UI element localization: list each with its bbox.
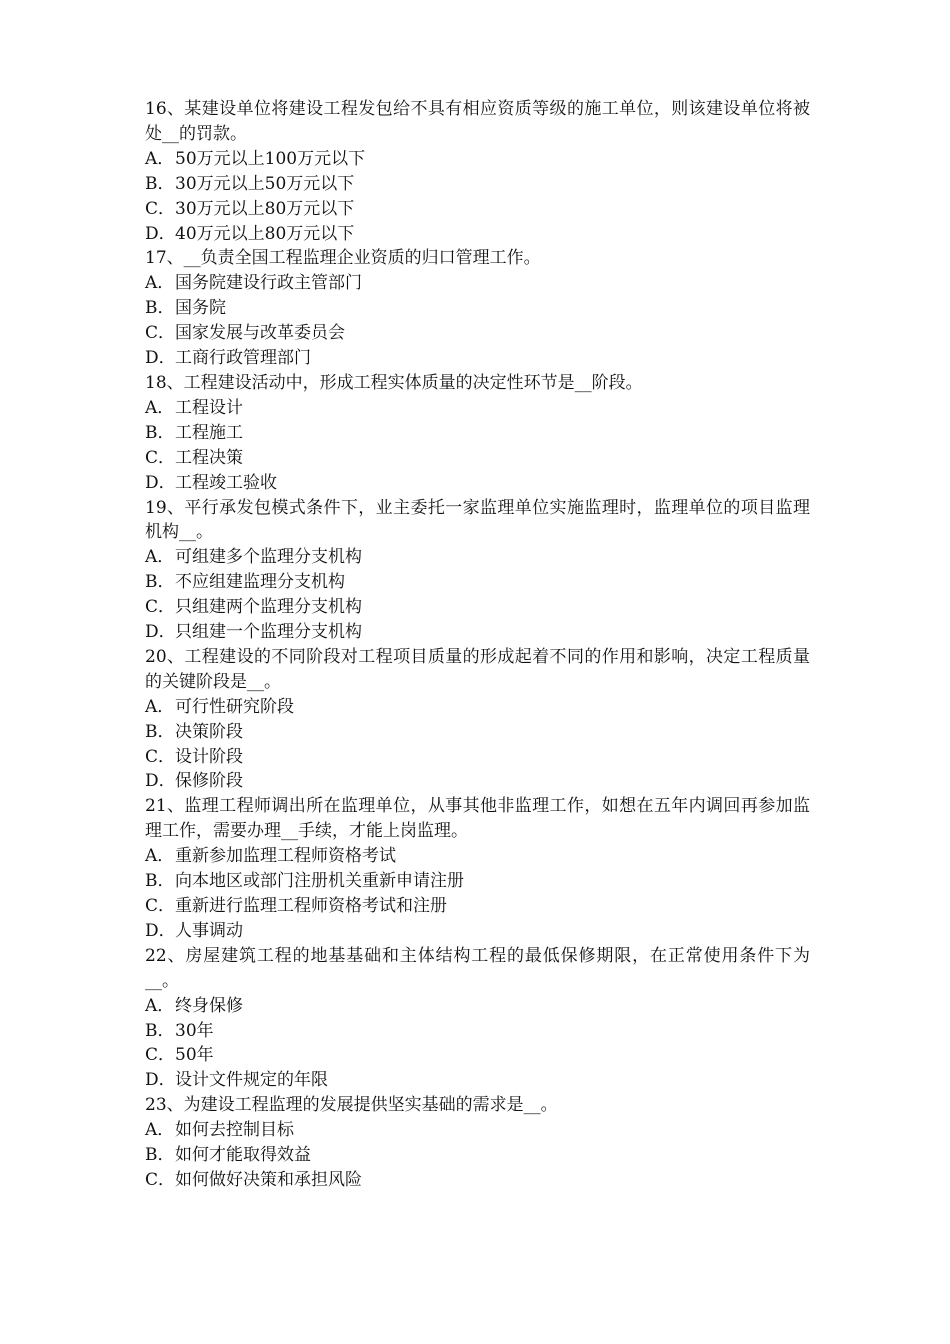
option-text: 重新进行监理工程师资格考试和注册 [175, 896, 447, 916]
option-text: 设计文件规定的年限 [175, 1070, 328, 1091]
answer-option [145, 197, 810, 222]
question-block [145, 794, 810, 943]
answer-option [145, 570, 810, 595]
question-block [145, 944, 810, 1093]
option-text: 决策阶段 [175, 721, 243, 742]
option-text: 工程施工 [175, 422, 243, 443]
answer-option [145, 1168, 810, 1193]
answer-option [145, 745, 810, 770]
option-letter: D． [145, 223, 176, 244]
option-text: 40万元以上80万元以下 [175, 223, 355, 244]
option-letter: B． [145, 721, 175, 742]
option-text: 只组建两个监理分支机构 [175, 597, 362, 618]
option-text: 国务院 [175, 298, 226, 319]
option-text: 30万元以上50万元以下 [175, 173, 355, 194]
answer-option [145, 346, 810, 371]
option-letter: C． [145, 1169, 176, 1190]
option-letter: B． [145, 871, 175, 892]
option-text: 可行性研究阶段 [175, 696, 294, 717]
question-stem: 16、某建设单位将建设工程发包给不具有相应资质等级的施工单位，则该建设单位将被处__的罚款。 [145, 99, 810, 144]
option-letter: D． [145, 348, 176, 369]
answer-option [145, 1143, 810, 1168]
answer-option [145, 620, 810, 645]
option-text: 国家发展与改革委员会 [175, 323, 345, 344]
option-letter: D． [145, 622, 176, 643]
question-block [145, 1093, 810, 1193]
document-body [145, 97, 810, 1193]
question-stem: 21、监理工程师调出所在监理单位，从事其他非监理工作，如想在五年内调回再参加监理工作，需要办理__手续，才能上岗监理。 [145, 796, 810, 842]
option-text: 不应组建监理分支机构 [175, 572, 345, 593]
option-text: 保修阶段 [175, 771, 243, 792]
option-letter: A． [145, 995, 175, 1016]
option-letter: C． [145, 1045, 176, 1066]
option-letter: A． [145, 397, 175, 418]
option-text: 向本地区或部门注册机关重新申请注册 [175, 871, 464, 892]
answer-option [145, 994, 810, 1019]
option-text: 50年 [175, 1045, 214, 1066]
option-letter: B． [145, 173, 175, 194]
option-letter: C． [145, 746, 176, 767]
answer-option [145, 446, 810, 471]
option-letter: D． [145, 1070, 176, 1091]
question-stem: 23、为建设工程监理的发展提供坚实基础的需求是__。 [145, 1095, 558, 1116]
answer-option [145, 769, 810, 794]
answer-option [145, 1043, 810, 1068]
question-stem: 17、__负责全国工程监理企业资质的归口管理工作。 [145, 248, 541, 269]
answer-option [145, 471, 810, 496]
question-stem: 20、工程建设的不同阶段对工程项目质量的形成起着不同的作用和影响，决定工程质量的关键阶段是__。 [145, 646, 810, 692]
answer-option [145, 1019, 810, 1044]
question-block [145, 97, 810, 246]
option-letter: A． [145, 148, 175, 169]
option-letter: C． [145, 597, 176, 618]
option-text: 30万元以上80万元以下 [175, 198, 355, 219]
option-text: 可组建多个监理分支机构 [175, 547, 362, 568]
option-text: 30年 [175, 1020, 214, 1041]
question-block [145, 645, 810, 794]
option-text: 工商行政管理部门 [175, 348, 311, 369]
question-stem: 19、平行承发包模式条件下，业主委托一家监理单位实施监理时，监理单位的项目监理机构__。 [145, 497, 810, 543]
option-letter: D． [145, 771, 176, 792]
answer-option [145, 271, 810, 296]
option-letter: A． [145, 547, 175, 568]
answer-option [145, 894, 810, 919]
option-letter: A． [145, 273, 175, 294]
answer-option [145, 222, 810, 247]
option-text: 50万元以上100万元以下 [175, 148, 366, 169]
option-text: 人事调动 [175, 920, 243, 941]
answer-option [145, 147, 810, 172]
option-letter: B． [145, 1020, 175, 1041]
option-text: 设计阶段 [175, 746, 243, 767]
option-letter: D． [145, 920, 176, 941]
answer-option [145, 545, 810, 570]
option-letter: B． [145, 422, 175, 443]
option-letter: B． [145, 1145, 175, 1166]
question-stem: 22、房屋建筑工程的地基基础和主体结构工程的最低保修期限，在正常使用条件下为__。 [145, 945, 810, 991]
option-letter: C． [145, 323, 176, 344]
option-letter: B． [145, 572, 175, 593]
answer-option [145, 919, 810, 944]
answer-option [145, 396, 810, 421]
option-text: 只组建一个监理分支机构 [175, 622, 362, 643]
answer-option [145, 1118, 810, 1143]
option-text: 如何才能取得效益 [175, 1145, 311, 1166]
option-letter: A． [145, 1120, 175, 1141]
option-text: 工程决策 [175, 447, 243, 468]
option-letter: A． [145, 846, 175, 867]
option-text: 工程竣工验收 [175, 472, 277, 493]
answer-option [145, 172, 810, 197]
answer-option [145, 321, 810, 346]
answer-option [145, 1068, 810, 1093]
answer-option [145, 595, 810, 620]
question-stem: 18、工程建设活动中，形成工程实体质量的决定性环节是__阶段。 [145, 372, 643, 393]
option-letter: B． [145, 298, 175, 319]
option-letter: A． [145, 696, 175, 717]
option-letter: D． [145, 472, 176, 493]
option-text: 工程设计 [175, 397, 243, 418]
question-block [145, 371, 810, 496]
option-text: 如何做好决策和承担风险 [175, 1169, 362, 1190]
answer-option [145, 296, 810, 321]
answer-option [145, 844, 810, 869]
option-letter: C． [145, 447, 176, 468]
option-text: 如何去控制目标 [175, 1120, 294, 1141]
option-text: 重新参加监理工程师资格考试 [175, 846, 396, 867]
question-block [145, 496, 810, 645]
question-block [145, 246, 810, 371]
option-letter: C． [145, 198, 176, 219]
option-text: 终身保修 [175, 995, 243, 1016]
answer-option [145, 421, 810, 446]
option-letter: C． [145, 896, 176, 916]
answer-option [145, 720, 810, 745]
option-text: 国务院建设行政主管部门 [175, 273, 362, 294]
answer-option [145, 869, 810, 894]
answer-option [145, 695, 810, 720]
